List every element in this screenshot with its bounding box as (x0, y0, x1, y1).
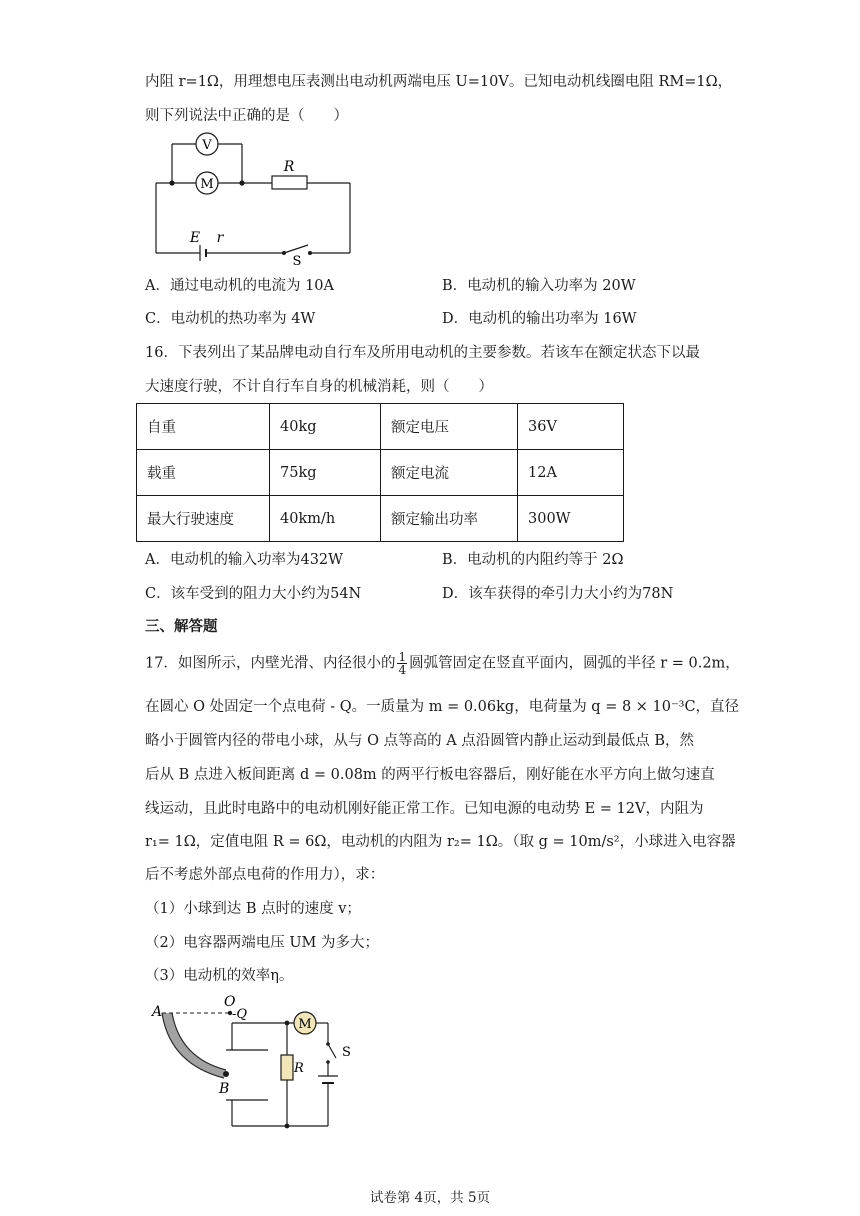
q15-option-d[interactable]: D．电动机的输出功率为 16W (442, 311, 637, 327)
table-cell: 12A (518, 450, 624, 496)
table-cell: 40kg (270, 404, 381, 450)
q16-option-a[interactable]: A．电动机的输入功率为432W (145, 552, 344, 568)
switch-label: S (292, 254, 302, 265)
q17-line-5: 线运动，且此时电路中的电动机刚好能正常工作。已知电源的电动势 E = 12V，内阻为 (145, 801, 704, 817)
table-row (137, 450, 624, 496)
q15-line-1: 内阻 r=1Ω，用理想电压表测出电动机两端电压 U=10V。已知电动机线圈电阻 RM=1Ω， (145, 74, 733, 90)
table-cell: 额定电流 (381, 450, 518, 496)
switch-lever (284, 245, 308, 253)
q17-sub-question-1: （1）小球到达 B 点时的速度 v； (145, 901, 361, 917)
q15-circuit-diagram (150, 130, 360, 265)
q15-option-b[interactable]: B．电动机的输入功率为 20W (442, 278, 636, 294)
switch-label: S (342, 1045, 351, 1060)
q17-apparatus-diagram (140, 992, 370, 1142)
q17-line-1-end: 圆弧管固定在竖直平面内，圆弧的半径 r = 0.2m， (409, 655, 740, 672)
q15-option-c[interactable]: C．电动机的热功率为 4W (145, 311, 316, 327)
voltmeter-label: V (202, 138, 212, 153)
table-row (137, 496, 624, 542)
fraction-numerator: 1 (398, 650, 407, 664)
point-o-label: O (224, 994, 236, 1010)
table-cell: 40km/h (270, 496, 381, 542)
resistor-symbol (281, 1055, 293, 1080)
table-cell: 额定电压 (381, 404, 518, 450)
q16-line-2: 大速度行驶，不计自行车自身的机械消耗，则（ ） (145, 379, 493, 395)
q17-line-4: 后从 B 点进入板间距离 d = 0.08m 的两平行板电容器后，刚好能在水平方向上做匀速直 (145, 767, 715, 783)
q17-line-7: 后不考虑外部点电荷的作用力），求： (145, 867, 385, 883)
table-cell: 最大行驶速度 (137, 496, 270, 542)
q16-option-b[interactable]: B．电动机的内阻约等于 2Ω (442, 552, 624, 568)
q16-option-c[interactable]: C．该车受到的阻力大小约为54N (145, 586, 362, 602)
q15-line-2: 则下列说法中正确的是（ ） (145, 108, 348, 124)
point-a-label: A (152, 1004, 163, 1020)
table-cell: 自重 (137, 404, 270, 450)
table-cell: 300W (518, 496, 624, 542)
q17-line-1-start: 17．如图所示，内壁光滑、内径很小的 (145, 655, 396, 672)
motor-label: M (298, 1017, 312, 1032)
q15-option-a[interactable]: A．通过电动机的电流为 10A (145, 278, 335, 294)
q16-option-d[interactable]: D．该车获得的牵引力大小约为78N (442, 586, 674, 602)
charge-label: -Q (232, 1007, 248, 1022)
resistor-label: R (283, 159, 295, 175)
q17-sub-question-2: （2）电容器两端电压 UM 为多大； (145, 935, 380, 951)
point-b-label: B (219, 1081, 230, 1097)
table-cell: 载重 (137, 450, 270, 496)
resistor-label: R (294, 1061, 304, 1076)
table-row (137, 404, 624, 450)
emf-label: E (189, 230, 201, 246)
q16-line-1: 16．下表列出了某品牌电动自行车及所用电动机的主要参数。若该车在额定状态下以最 (145, 345, 700, 361)
table-cell: 36V (518, 404, 624, 450)
section-heading: 三、解答题 (145, 618, 218, 635)
ball-at-b (223, 1071, 229, 1077)
q17-sub-question-3: （3）电动机的效率η。 (145, 968, 294, 984)
motor-label: M (200, 177, 214, 192)
page-footer: 试卷第 4页，共 5页 (369, 1190, 491, 1206)
resistor-symbol (272, 176, 307, 189)
table-cell: 75kg (270, 450, 381, 496)
q17-line-3: 略小于圆管内径的带电小球，从与 O 点等高的 A 点沿圆管内静止运动到最低点 B，然 (145, 733, 695, 749)
switch-lever (328, 1044, 336, 1058)
fraction-denominator: 4 (398, 663, 407, 677)
q16-parameter-table (136, 403, 624, 542)
internal-resistance-label: r (216, 230, 224, 246)
quarter-fraction (397, 651, 407, 676)
q17-line-1 (145, 651, 740, 676)
table-cell: 额定输出功率 (381, 496, 518, 542)
q17-line-6: r₁= 1Ω，定值电阻 R = 6Ω，电动机的内阻为 r₂= 1Ω。（取 g = 10m/s²，小球进入电容器 (145, 834, 736, 850)
q17-line-2: 在圆心 O 处固定一个点电荷 - Q。一质量为 m = 0.06kg，电荷量为 q = 8 × 10⁻³C，直径 (145, 699, 740, 715)
